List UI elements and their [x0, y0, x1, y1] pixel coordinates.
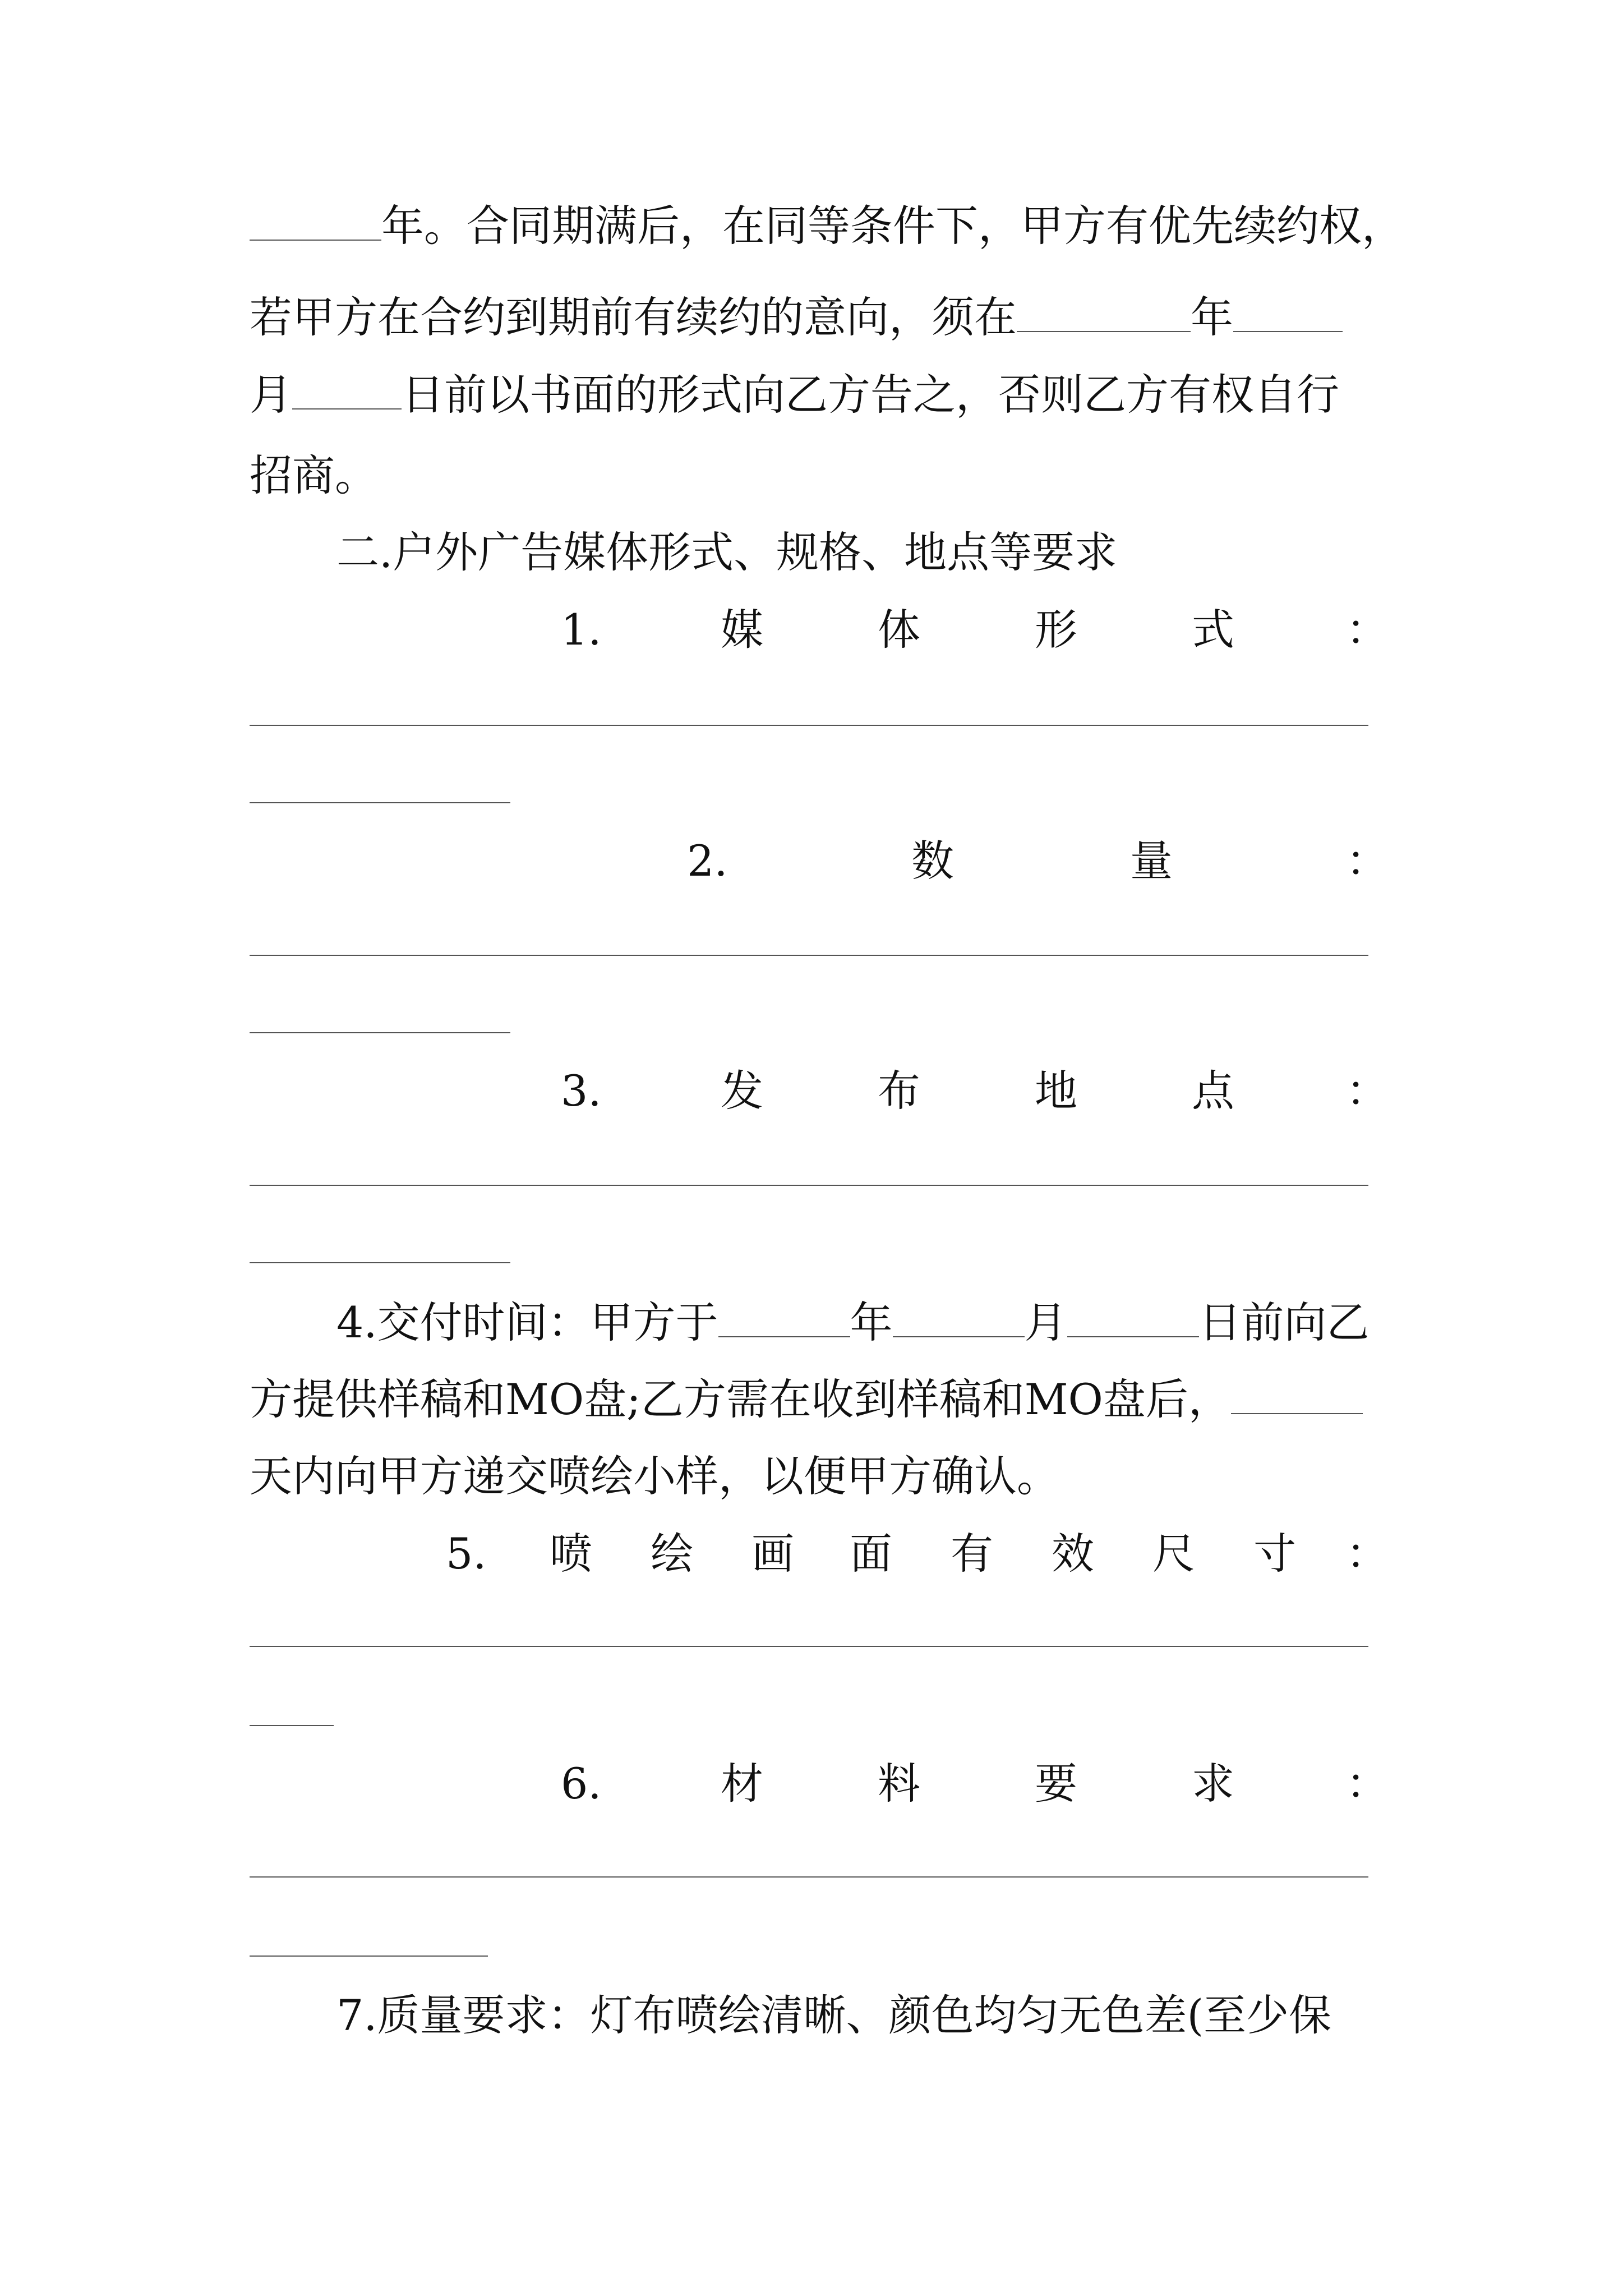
fill-in-line	[250, 802, 510, 803]
blank-field	[250, 206, 381, 241]
item-char: 料	[878, 1759, 920, 1809]
blank-field	[292, 375, 402, 409]
item-char: 形	[1035, 605, 1077, 655]
paragraph-line: 天内向甲方递交喷绘小样，以便甲方确认。	[250, 1451, 1059, 1501]
item-char: 媒	[721, 605, 763, 655]
text-run: 月	[1024, 1297, 1067, 1347]
blank-field	[1067, 1303, 1199, 1337]
item-quantity	[250, 834, 1394, 888]
item-char: 有	[951, 1529, 993, 1579]
item-print-size	[250, 1527, 1394, 1581]
item-char: 效	[1052, 1529, 1094, 1579]
text-run: 月	[250, 370, 292, 420]
item-char: 要	[1035, 1759, 1077, 1809]
paragraph-line	[250, 199, 1404, 253]
item-number: 2.	[687, 836, 728, 886]
section-heading: 二.户外广告媒体形式、规格、地点等要求	[336, 527, 1118, 577]
item-char: 求	[1192, 1759, 1234, 1809]
item-number: 5.	[446, 1529, 487, 1579]
item-char: 数	[911, 836, 954, 886]
item-char: 绘	[651, 1529, 693, 1579]
item-char: 面	[850, 1529, 892, 1579]
item-char: 量	[1130, 836, 1173, 886]
text-run: 日前以书面的形式向乙方告之，否则乙方有权自行	[402, 370, 1339, 420]
item-char: 地	[1035, 1066, 1077, 1116]
item-char: 布	[878, 1066, 920, 1116]
paragraph-line	[336, 1296, 1370, 1350]
item-colon: ：	[1346, 836, 1389, 886]
item-char: 喷	[550, 1529, 592, 1579]
fill-in-line	[250, 1185, 1368, 1186]
paragraph-line: 招商。	[250, 450, 377, 500]
blank-field	[1017, 297, 1191, 332]
item-char: 发	[721, 1066, 763, 1116]
blank-field	[1231, 1379, 1363, 1414]
fill-in-line	[250, 1262, 510, 1263]
item-colon: ：	[1346, 605, 1389, 655]
text-run: 年	[1191, 292, 1233, 342]
blank-field	[1233, 297, 1343, 332]
item-char: 寸	[1253, 1529, 1296, 1579]
fill-in-line	[250, 725, 1368, 726]
text-run: 4.交付时间：甲方于	[336, 1297, 718, 1347]
item-char: 点	[1192, 1066, 1234, 1116]
item-number: 1.	[561, 605, 602, 655]
item-media-form	[250, 603, 1394, 657]
item-char: 材	[721, 1759, 763, 1809]
text-run: 年。合同期满后，在同等条件下，甲方有优先续约权，	[381, 201, 1404, 251]
item-number: 6.	[561, 1759, 602, 1809]
fill-in-line	[250, 1032, 510, 1033]
item-char: 画	[751, 1529, 794, 1579]
fill-in-line	[250, 1725, 334, 1726]
item-colon: ：	[1346, 1066, 1389, 1116]
fill-in-line	[250, 1646, 1368, 1647]
text-run: 方提供样稿和MO盘;乙方需在收到样稿和MO盘后，	[250, 1374, 1231, 1424]
paragraph-line	[250, 1373, 1363, 1427]
item-colon: ：	[1346, 1529, 1389, 1579]
item-material	[250, 1757, 1394, 1811]
paragraph-line: 7.质量要求：灯布喷绘清晰、颜色均匀无色差(至少保	[336, 1990, 1332, 2040]
item-char: 式	[1192, 605, 1234, 655]
fill-in-line	[250, 1876, 1368, 1878]
item-char: 体	[878, 605, 920, 655]
text-run: 年	[850, 1297, 893, 1347]
fill-in-line	[250, 955, 1368, 956]
blank-field	[893, 1303, 1025, 1337]
text-run: 日前向乙	[1198, 1297, 1370, 1347]
item-colon: ：	[1346, 1759, 1389, 1809]
blank-field	[718, 1303, 850, 1337]
item-number: 3.	[561, 1066, 602, 1116]
item-publish-location	[250, 1064, 1394, 1118]
text-run: 若甲方在合约到期前有续约的意向，须在	[250, 292, 1017, 342]
item-char: 尺	[1152, 1529, 1195, 1579]
paragraph-line	[250, 291, 1343, 344]
fill-in-line	[250, 1955, 488, 1957]
paragraph-line	[250, 368, 1339, 422]
